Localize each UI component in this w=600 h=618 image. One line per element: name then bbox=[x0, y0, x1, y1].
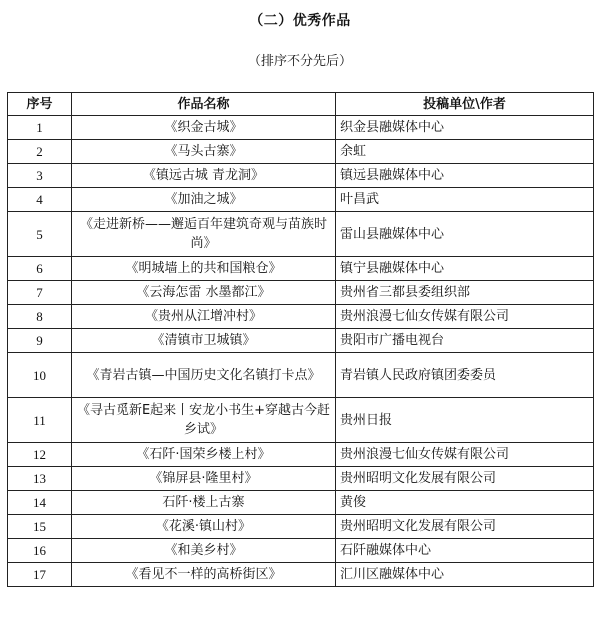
table-row bbox=[8, 539, 594, 563]
work-title: 《青岩古镇—中国历史文化名镇打卡点》 bbox=[72, 353, 336, 398]
row-number: 14 bbox=[8, 491, 72, 515]
work-title: 《清镇市卫城镇》 bbox=[72, 329, 336, 353]
submitter: 织金县融媒体中心 bbox=[336, 116, 594, 140]
submitter: 贵州昭明文化发展有限公司 bbox=[336, 467, 594, 491]
table-row bbox=[8, 353, 594, 398]
submitter: 镇宁县融媒体中心 bbox=[336, 257, 594, 281]
submitter: 青岩镇人民政府镇团委委员 bbox=[336, 353, 594, 398]
submitter: 雷山县融媒体中心 bbox=[336, 212, 594, 257]
row-number: 3 bbox=[8, 164, 72, 188]
work-title: 《走进新桥——邂逅百年建筑奇观与苗族时尚》 bbox=[72, 212, 336, 257]
work-title: 《镇远古城 青龙洞》 bbox=[72, 164, 336, 188]
section-heading: （二）优秀作品 bbox=[249, 13, 351, 29]
submitter: 贵州浪漫七仙女传媒有限公司 bbox=[336, 305, 594, 329]
table-row bbox=[8, 140, 594, 164]
table-row bbox=[8, 398, 594, 443]
row-number: 9 bbox=[8, 329, 72, 353]
row-number: 17 bbox=[8, 563, 72, 587]
submitter: 贵州日报 bbox=[336, 398, 594, 443]
submitter: 余虹 bbox=[336, 140, 594, 164]
table-row bbox=[8, 116, 594, 140]
header-work-title: 作品名称 bbox=[72, 93, 336, 116]
table-row bbox=[8, 281, 594, 305]
submitter: 黄俊 bbox=[336, 491, 594, 515]
table-row bbox=[8, 515, 594, 539]
submitter: 贵阳市广播电视台 bbox=[336, 329, 594, 353]
row-number: 8 bbox=[8, 305, 72, 329]
submitter: 叶昌武 bbox=[336, 188, 594, 212]
submitter: 贵州浪漫七仙女传媒有限公司 bbox=[336, 443, 594, 467]
row-number: 11 bbox=[8, 398, 72, 443]
submitter: 镇远县融媒体中心 bbox=[336, 164, 594, 188]
work-title: 《花溪·镇山村》 bbox=[72, 515, 336, 539]
header-submitter: 投稿单位\作者 bbox=[336, 93, 594, 116]
table-row bbox=[8, 188, 594, 212]
table-row bbox=[8, 164, 594, 188]
work-title: 《看见不一样的高桥街区》 bbox=[72, 563, 336, 587]
row-number: 4 bbox=[8, 188, 72, 212]
table-row bbox=[8, 257, 594, 281]
work-title: 《贵州从江增冲村》 bbox=[72, 305, 336, 329]
table-header-row bbox=[8, 93, 594, 116]
work-title: 《明城墙上的共和国粮仓》 bbox=[72, 257, 336, 281]
work-title: 《锦屏县·隆里村》 bbox=[72, 467, 336, 491]
submitter: 石阡融媒体中心 bbox=[336, 539, 594, 563]
row-number: 10 bbox=[8, 353, 72, 398]
row-number: 7 bbox=[8, 281, 72, 305]
row-number: 13 bbox=[8, 467, 72, 491]
row-number: 12 bbox=[8, 443, 72, 467]
excellent-works-table bbox=[7, 92, 594, 587]
ordering-note: （排序不分先后） bbox=[247, 54, 352, 69]
table-row bbox=[8, 491, 594, 515]
work-title: 石阡·楼上古寨 bbox=[72, 491, 336, 515]
table-row bbox=[8, 467, 594, 491]
table-row bbox=[8, 305, 594, 329]
submitter: 贵州昭明文化发展有限公司 bbox=[336, 515, 594, 539]
row-number: 1 bbox=[8, 116, 72, 140]
table-row bbox=[8, 329, 594, 353]
table-row bbox=[8, 563, 594, 587]
row-number: 2 bbox=[8, 140, 72, 164]
submitter: 贵州省三都县委组织部 bbox=[336, 281, 594, 305]
work-title: 《马头古寨》 bbox=[72, 140, 336, 164]
table-row bbox=[8, 212, 594, 257]
row-number: 6 bbox=[8, 257, 72, 281]
work-title: 《织金古城》 bbox=[72, 116, 336, 140]
work-title: 《和美乡村》 bbox=[72, 539, 336, 563]
header-number: 序号 bbox=[8, 93, 72, 116]
work-title: 《寻古觅新E起来丨安龙小书生+穿越古今赶乡试》 bbox=[72, 398, 336, 443]
row-number: 5 bbox=[8, 212, 72, 257]
work-title: 《云海怎雷 水墨都江》 bbox=[72, 281, 336, 305]
submitter: 汇川区融媒体中心 bbox=[336, 563, 594, 587]
row-number: 16 bbox=[8, 539, 72, 563]
work-title: 《石阡·国荣乡楼上村》 bbox=[72, 443, 336, 467]
row-number: 15 bbox=[8, 515, 72, 539]
work-title: 《加油之城》 bbox=[72, 188, 336, 212]
table-row bbox=[8, 443, 594, 467]
